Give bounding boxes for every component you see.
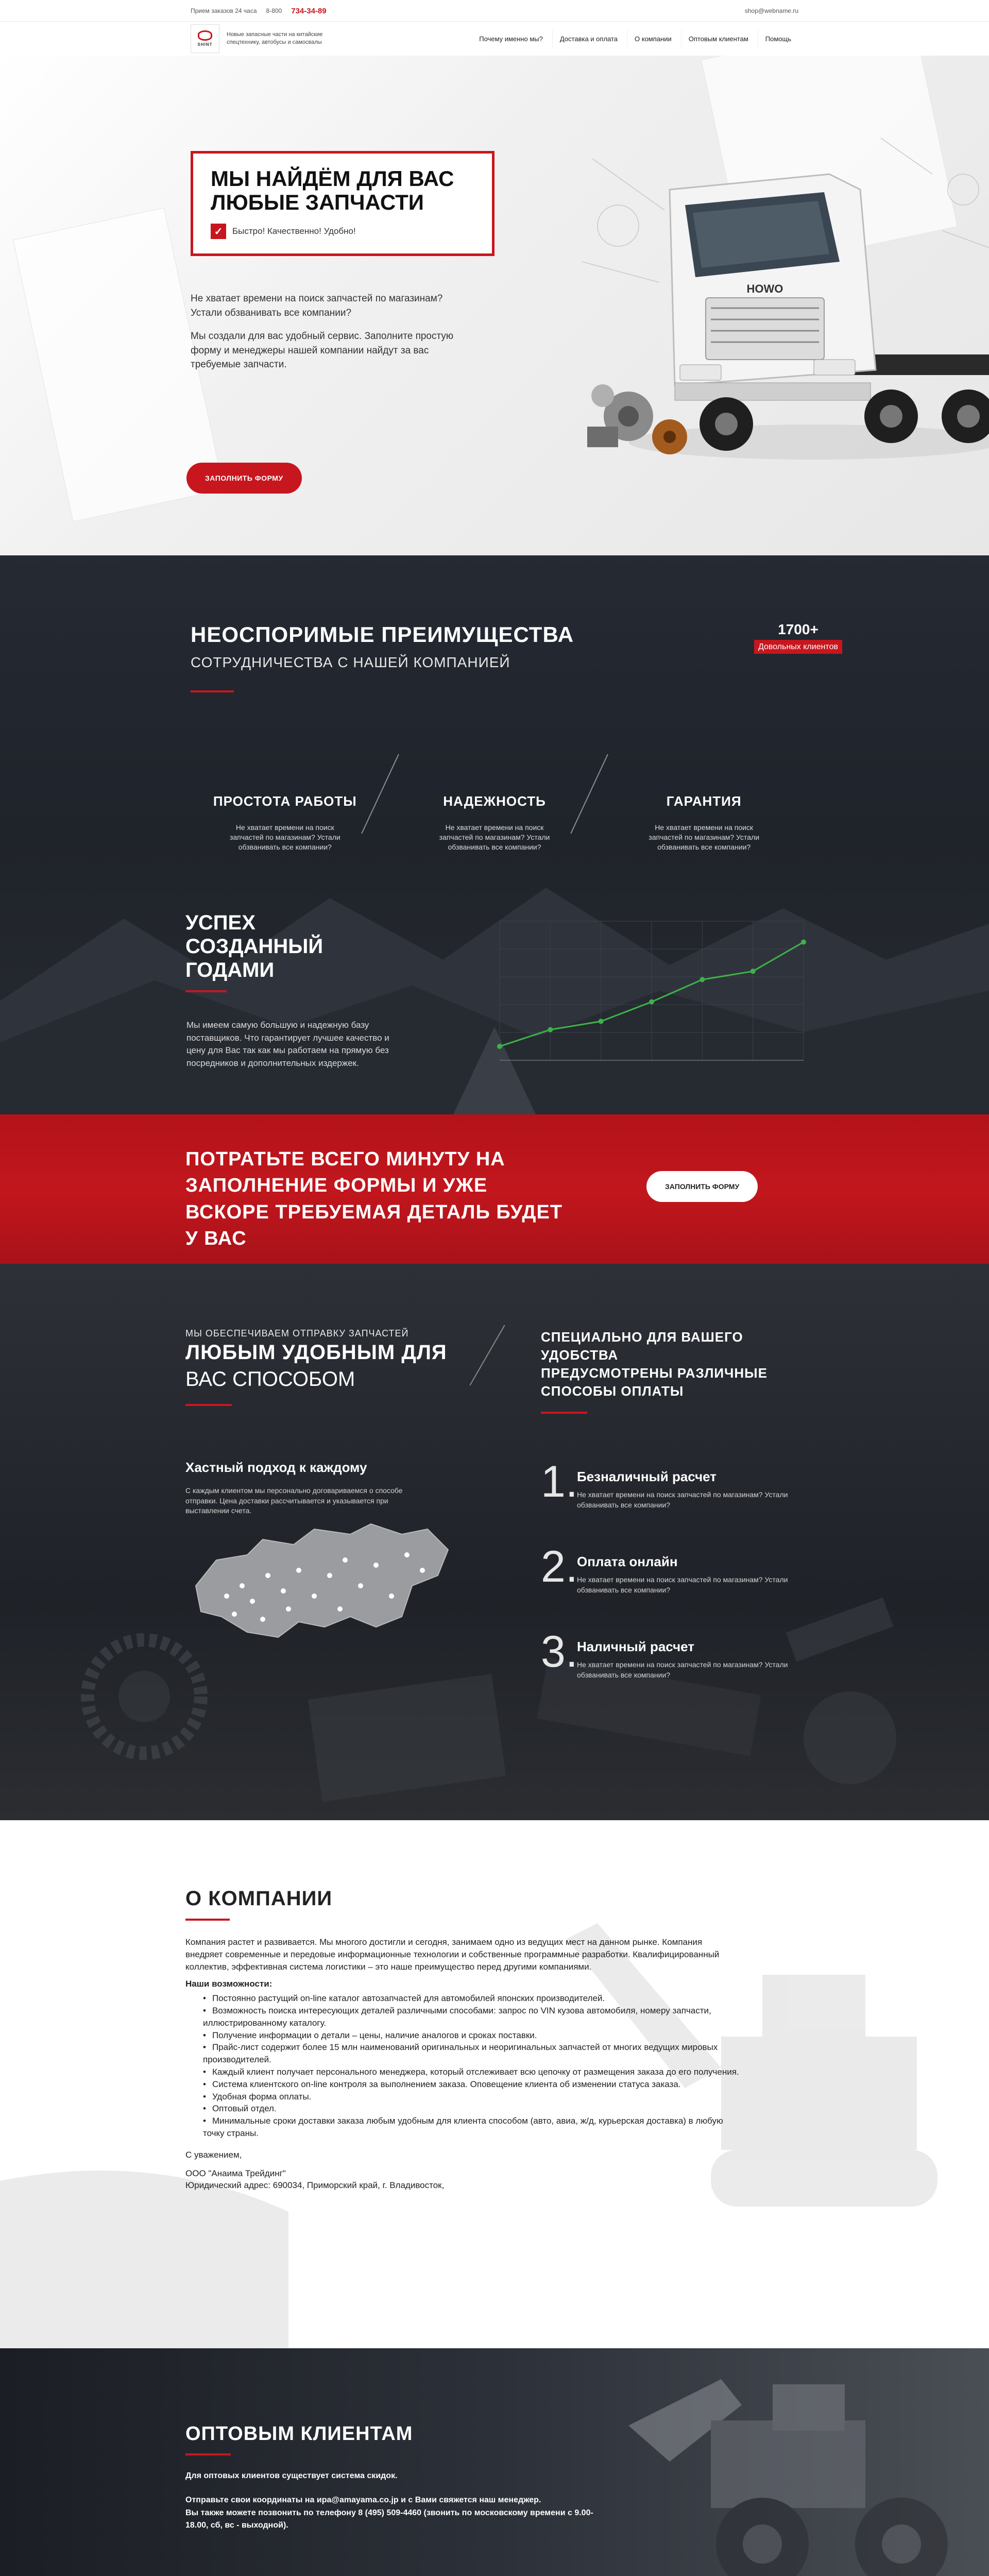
list-item: • Прайс-лист содержит более 15 млн наименований оригинальных и неоригинальных запчастей от многих ведущих мировых производителей. <box>203 2041 742 2066</box>
russia-map <box>185 1498 453 1658</box>
payment-text: Не хватает времени на поиск запчастей по магазинам? Устали обзванивать все компании? <box>577 1575 788 1594</box>
payment-title: Оплата онлайн <box>577 1554 678 1569</box>
list-item: • Возможность поиска интересующих деталей различными способами: запрос по VIN кузова автомобиля, номеру запчасти, иллюстрированному каталогу. <box>203 2005 742 2029</box>
payment-intro-2: ПРЕДУСМОТРЕНЫ РАЗЛИЧНЫЕ <box>541 1365 768 1381</box>
advantage-title: НАДЕЖНОСТЬ <box>443 793 546 809</box>
advantages-title: НЕОСПОРИМЫЕ ПРЕИМУЩЕСТВА <box>191 622 574 647</box>
title-underline <box>185 2453 231 2455</box>
chart-point <box>599 1019 604 1024</box>
hero-lead <box>191 292 469 372</box>
title-underline <box>185 1404 232 1406</box>
capabilities-title: Наши возможности: <box>185 1979 272 1989</box>
about-section <box>0 1820 989 2348</box>
hero-lead-2: Мы создали для вас удобный сервис. Заполните простую форму и менеджеры нашей компании найдут за вас требуемые запчасти. <box>191 331 454 370</box>
advantage-simplicity <box>180 745 390 852</box>
about-title: О КОМПАНИИ <box>185 1887 333 1910</box>
success-title-3: ГОДАМИ <box>185 959 275 981</box>
wholesale-title: ОПТОВЫМ КЛИЕНТАМ <box>185 2423 413 2445</box>
truck-badge: HOWO <box>746 282 783 295</box>
advantage-text: Не хватает времени на поиск запчастей по магазинам? Устали обзванивать все компании? <box>439 823 550 851</box>
wholesale-p1: Для оптовых клиентов существует система скидок. <box>185 2471 398 2480</box>
delivery-intro-small: МЫ ОБЕСПЕЧИВАЕМ ОТПРАВКУ ЗАПЧАСТЕЙ <box>185 1328 409 1338</box>
nav-delivery[interactable]: Доставка и оплата <box>552 30 625 48</box>
list-item: • Каждый клиент получает персонального менеджера, который отслеживает всю цепочку от размещения заказа до его получения. <box>203 2066 742 2078</box>
advantage-text: Не хватает времени на поиск запчастей по магазинам? Устали обзванивать все компании? <box>229 823 340 851</box>
tractor-image <box>567 2348 989 2576</box>
title-underline <box>191 690 234 692</box>
chart-point <box>548 1027 553 1032</box>
cta-band-title: ПОТРАТЬТЕ ВСЕГО МИНУТУ НА ЗАПОЛНЕНИЕ ФОРМЫ И УЖЕ ВСКОРЕ ТРЕБУЕМАЯ ДЕТАЛЬ БУДЕТ У ВАС <box>185 1148 563 1249</box>
brand[interactable] <box>191 24 325 53</box>
delivery-intro <box>185 1328 474 1406</box>
logo <box>191 24 219 53</box>
advantage-title: ПРОСТОТА РАБОТЫ <box>213 793 357 809</box>
advantages-section <box>0 555 989 1114</box>
payment-title: Безналичный расчет <box>577 1469 717 1484</box>
truck-image <box>572 128 989 488</box>
hero-section <box>0 56 989 555</box>
delivery-section <box>0 1264 989 1820</box>
clients-counter <box>754 621 842 654</box>
delivery-intro-big-2: ВАС СПОСОБОМ <box>185 1368 355 1391</box>
title-underline <box>541 1412 587 1414</box>
about-content <box>185 1887 742 2192</box>
advantages-subtitle: СОТРУДНИЧЕСТВА С НАШЕЙ КОМПАНИЕЙ <box>191 654 510 670</box>
payment-number: 3. <box>541 1627 578 1676</box>
cta-band <box>0 1114 989 1264</box>
divider-slash <box>469 1325 505 1386</box>
payment-option-3 <box>541 1627 809 1680</box>
success-title <box>185 911 323 992</box>
title-underline <box>185 1919 230 1921</box>
list-item: • Постоянно растущий on-line каталог автозапчастей для автомобилей японских производителей. <box>203 1992 742 2005</box>
nav-why-us[interactable]: Почему именно мы? <box>472 30 550 48</box>
wholesale-p2: Отправьте свои координаты на ира@amayama.co.jp и с Вами свяжется наш менеджер. <box>185 2495 541 2504</box>
main-menu <box>472 30 798 48</box>
hero-title: МЫ НАЙДЁМ ДЛЯ ВАС ЛЮБЫЕ ЗАПЧАСТИ <box>211 166 454 215</box>
nav-about[interactable]: О компании <box>627 30 679 48</box>
hero-tick-text: Быстро! Качественно! Удобно! <box>232 226 356 236</box>
list-item: • Удобная форма оплаты. <box>203 2091 742 2103</box>
payment-option-2 <box>541 1542 809 1595</box>
working-hours: Прием заказов 24 часа <box>191 7 257 14</box>
about-paragraph: Компания растет и развивается. Мы многого достигли и сегодня, занимаем одно из ведущих мест на данном рынке. Компания внедряет современные и передовые информационные технологии и собственные программные разработки. Квалифицированный коллектив, эффективная система логистики – это наше преимущество перед другими компаниями. <box>185 1937 720 1972</box>
nav-help[interactable]: Помощь <box>758 30 798 48</box>
logo-word: SHINT <box>197 42 213 47</box>
topbar <box>0 0 989 22</box>
hero-title-box <box>191 151 494 256</box>
payment-title: Наличный расчет <box>577 1639 695 1654</box>
phone-link[interactable]: 734-34-89 <box>291 6 327 15</box>
clients-count: 1700+ <box>778 621 819 637</box>
phone-prefix: 8-800 <box>266 7 282 14</box>
wholesale-p3: Вы также можете позвонить по телефону 8 (495) 509-4460 (звонить по московскому времени с 9.00-18.00, сб, вс - выходной). <box>185 2508 593 2530</box>
chart-point <box>497 1044 502 1049</box>
logo-mark-icon <box>198 30 212 41</box>
list-item: • Получение информации о детали – цены, наличие аналогов и сроках поставки. <box>203 2029 742 2042</box>
brand-tagline: Новые запасные части на китайские спецтехнику, автобусы и самосвалы <box>227 31 323 45</box>
capabilities-list <box>185 1992 742 2140</box>
list-item: • Оптовый отдел. <box>203 2103 742 2115</box>
email-link[interactable]: shop@webname.ru <box>744 7 798 14</box>
success-title-2: СОЗДАННЫЙ <box>185 935 323 958</box>
wholesale-content <box>185 2423 608 2532</box>
advantage-title: ГАРАНТИЯ <box>666 793 742 809</box>
payment-intro-3: СПОСОБЫ ОПЛАТЫ <box>541 1383 684 1399</box>
payment-intro <box>541 1328 819 1414</box>
success-title-1: УСПЕХ <box>185 911 255 934</box>
chart-point <box>700 977 705 982</box>
payment-option-1 <box>541 1457 809 1510</box>
success-text: Мы имеем самую большую и надежную базу поставщиков. Что гарантирует лучшее качество и цену для Вас так как мы работаем на прямую без посредников и дополнительных издержек. <box>186 1020 389 1068</box>
chart-point <box>751 969 756 974</box>
payment-number: 1. <box>541 1457 578 1506</box>
list-item: • Минимальные сроки доставки заказа любым удобным для клиента способом (авто, авиа, ж/д, курьерская доставка) в любую точку страны. <box>203 2115 742 2140</box>
cta-band-fill-form-button[interactable]: ЗАПОЛНИТЬ ФОРМУ <box>646 1171 758 1202</box>
regards: С уважением, <box>185 2149 242 2160</box>
hero-fill-form-button[interactable]: ЗАПОЛНИТЬ ФОРМУ <box>186 463 302 494</box>
title-underline <box>185 990 227 992</box>
list-item: • Система клиентского on-line контроля за выполнением заказа. Оповещение клиента об изменении статуса заказа. <box>203 2078 742 2091</box>
growth-chart <box>484 911 814 1081</box>
delivery-intro-big: ЛЮБЫМ УДОБНЫМ ДЛЯ <box>185 1341 447 1364</box>
clients-label: Довольных клиентов <box>754 640 842 654</box>
company-address: Юридический адрес: 690034, Приморский край, г. Владивосток, <box>185 2180 445 2191</box>
nav-wholesale[interactable]: Оптовым клиентам <box>681 30 756 48</box>
approach-text: С каждым клиентом мы персонально договариваемся о способе отправки. Цена доставки рассчитывается и указывается при выставлении счета. <box>185 1486 403 1515</box>
hero-lead-1: Не хватает времени на поиск запчастей по магазинам? Устали обзванивать все компании? <box>191 293 443 318</box>
chart-point <box>801 940 806 945</box>
chart-point <box>649 999 654 1005</box>
advantages-columns <box>180 745 809 852</box>
wholesale-section <box>0 2348 989 2576</box>
company-name: ООО "Анаима Трейдинг" <box>185 2168 286 2178</box>
payment-intro-1: СПЕЦИАЛЬНО ДЛЯ ВАШЕГО УДОБСТВА <box>541 1329 743 1363</box>
navbar <box>0 22 989 56</box>
advantage-text: Не хватает времени на поиск запчастей по магазинам? Устали обзванивать все компании? <box>649 823 760 851</box>
advantage-warranty <box>599 745 809 852</box>
payment-text: Не хватает времени на поиск запчастей по магазинам? Устали обзванивать все компании? <box>577 1490 788 1509</box>
checkmark-icon: ✓ <box>211 224 226 239</box>
payment-number: 2. <box>541 1542 578 1591</box>
payment-text: Не хватает времени на поиск запчастей по магазинам? Устали обзванивать все компании? <box>577 1660 788 1679</box>
approach-title: Хастный подход к каждому <box>185 1460 367 1475</box>
advantage-reliability <box>390 745 600 852</box>
